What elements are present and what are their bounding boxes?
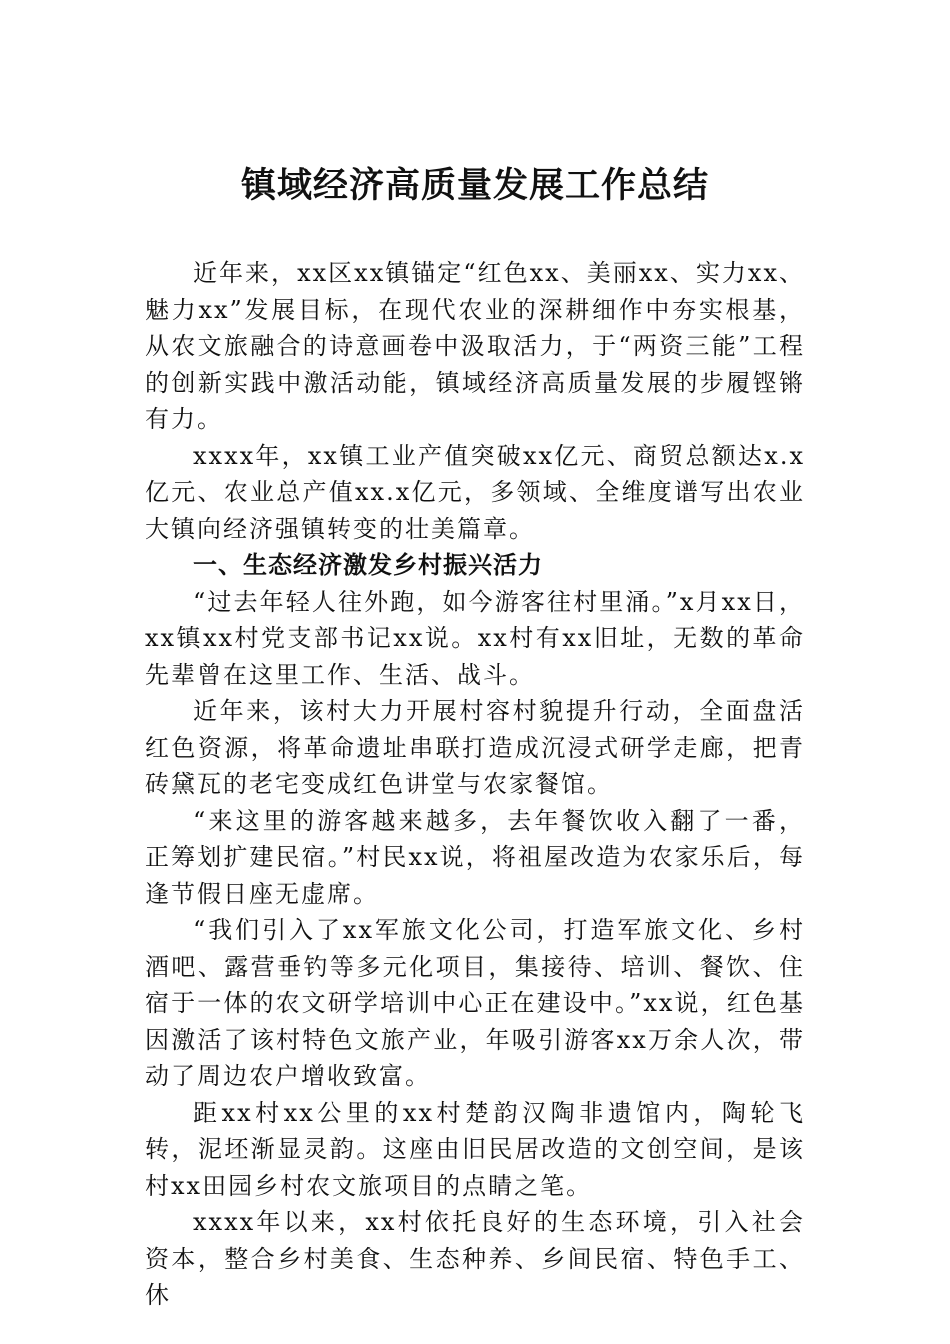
paragraph-village-quote: “过去年轻人往外跑，如今游客往村里涌。”x月xx日，xx镇xx村党支部书记xx说。xx村有xx旧址，无数的革命先辈曾在这里工作、生活、战斗。	[145, 587, 805, 689]
paragraph-output-summary: xxxx年，xx镇工业产值突破xx亿元、商贸总额达x.x亿元、农业总产值xx.x亿元，多领域、全维度谱写出农业大镇向经济强镇转变的壮美篇章。	[145, 441, 805, 543]
paragraph-pottery-museum: 距xx村xx公里的xx村楚韵汉陶非遗馆内，陶轮飞转，泥坯渐显灵韵。这座由旧民居改造的文创空间，是该村xx田园乡村农文旅项目的点睛之笔。	[145, 1098, 805, 1200]
paragraph-ecology-investment: xxxx年以来，xx村依托良好的生态环境，引入社会资本，整合乡村美食、生态种养、乡间民宿、特色手工、休	[145, 1208, 805, 1309]
section-heading: 一、生态经济激发乡村振兴活力	[193, 551, 543, 579]
paragraph-village-renewal: 近年来，该村大力开展村容村貌提升行动，全面盘活红色资源，将革命遗址串联打造成沉浸式研学走廊，把青砖黛瓦的老宅变成红色讲堂与农家餐馆。	[145, 697, 805, 798]
paragraph-villager-quote: “来这里的游客越来越多，去年餐饮收入翻了一番，正筹划扩建民宿。”村民xx说，将祖屋改造为农家乐后，每逢节假日座无虚席。	[145, 806, 805, 908]
paragraph-military-culture: “我们引入了xx军旅文化公司，打造军旅文化、乡村酒吧、露营垂钓等多元化项目，集接待、培训、餐饮、住宿于一体的农文研学培训中心正在建设中。”xx说，红色基因激活了该村特色文旅产业，年吸引游客xx万余人次，带动了周边农户增收致富。	[145, 916, 805, 1090]
paragraph-intro: 近年来，xx区xx镇锚定“红色xx、美丽xx、实力xx、魅力xx”发展目标，在现代农业的深耕细作中夯实根基，从农文旅融合的诗意画卷中汲取活力，于“两资三能”工程的创新实践中激活动能，镇域经济高质量发展的步履铿锵有力。	[145, 259, 805, 433]
document-title: 镇域经济高质量发展工作总结	[240, 165, 709, 206]
document-body	[145, 255, 805, 1314]
